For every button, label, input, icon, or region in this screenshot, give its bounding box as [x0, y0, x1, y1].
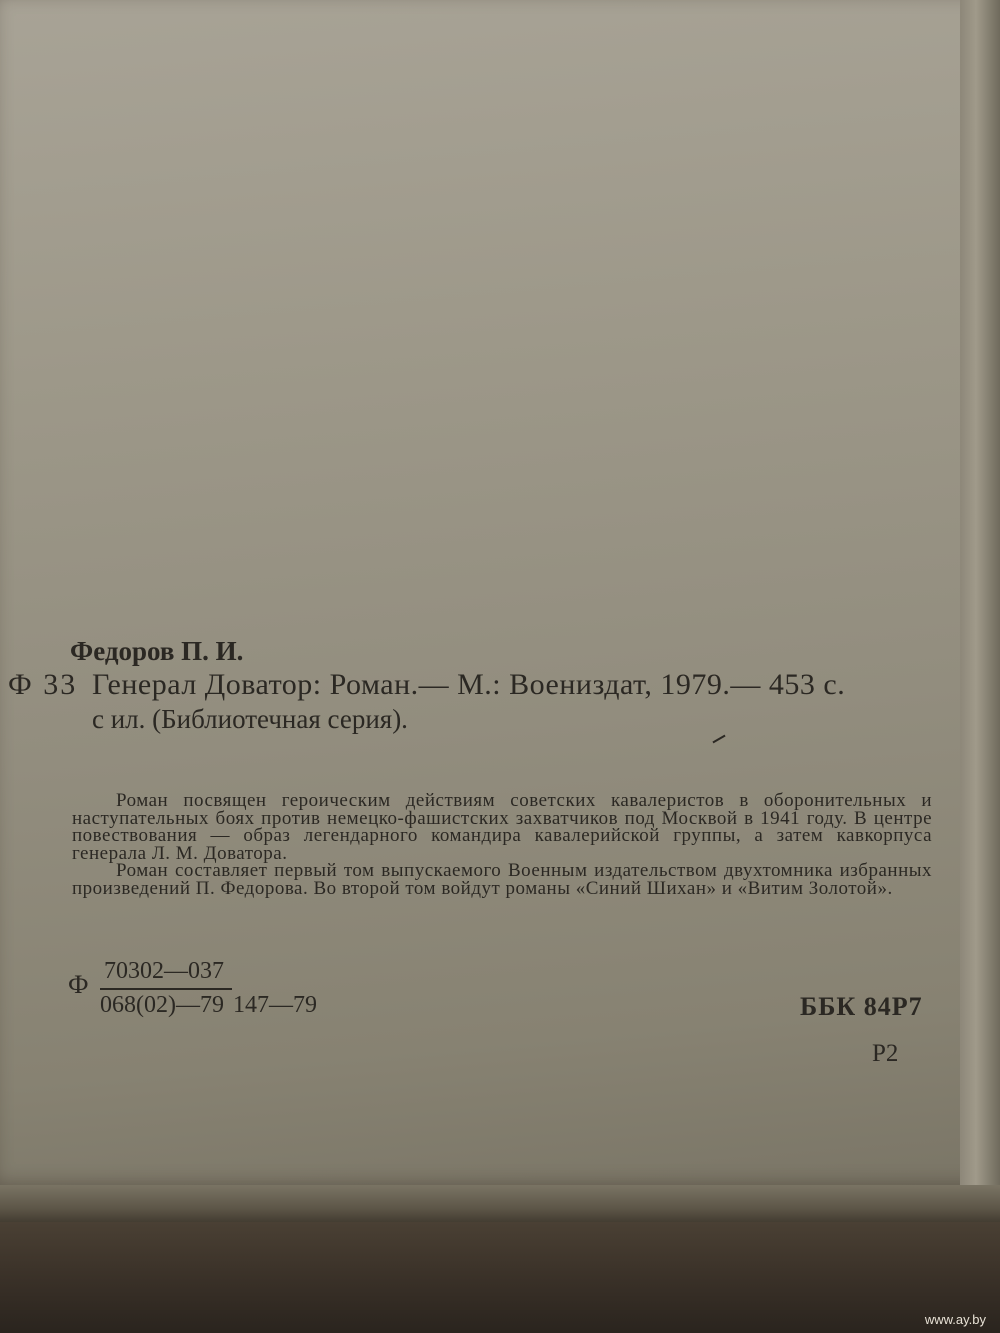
watermark: www.ay.by [924, 1312, 986, 1327]
page-edge-right [960, 0, 1000, 1190]
fraction-line [100, 988, 232, 990]
author-name: Федоров П. И. [70, 636, 244, 666]
code-letter: Ф [68, 970, 89, 999]
book-cover [0, 1222, 1000, 1333]
fraction-numerator: 70302—037 [104, 958, 224, 984]
classification-code: Ф 33 [8, 668, 78, 701]
abstract-paragraph-1: Роман посвящен героическим действиям советских кавалеристов в оборонительных и наступательных боях против немецко-фашистских захватчиков под Москвой в 1941 году. В центре повествования — образ легендарного командира кавалерийской группы, а затем кавкорпуса генерала Л. М. Доватора. [72, 790, 932, 864]
page-edge-bottom [0, 1185, 1000, 1225]
fraction-denominator: 068(02)—79 [100, 992, 224, 1018]
abstract-paragraph-2: Роман составляет первый том выпускаемого Военным издательством двухтомника избранных произведений П. Федорова. Во второй том войдут романы «Синий Шихан» и «Витим Золотой». [72, 860, 932, 899]
fraction-tail: 147—79 [233, 992, 317, 1018]
bbk-code: ББК 84Р7 [800, 992, 923, 1021]
p2-code: Р2 [872, 1040, 899, 1067]
abstract [72, 792, 932, 898]
title-line: Генерал Доватор: Роман.— М.: Воениздат, 1979.— 453 с. [92, 668, 846, 701]
title-line-2: с ил. (Библиотечная серия). [92, 704, 408, 734]
